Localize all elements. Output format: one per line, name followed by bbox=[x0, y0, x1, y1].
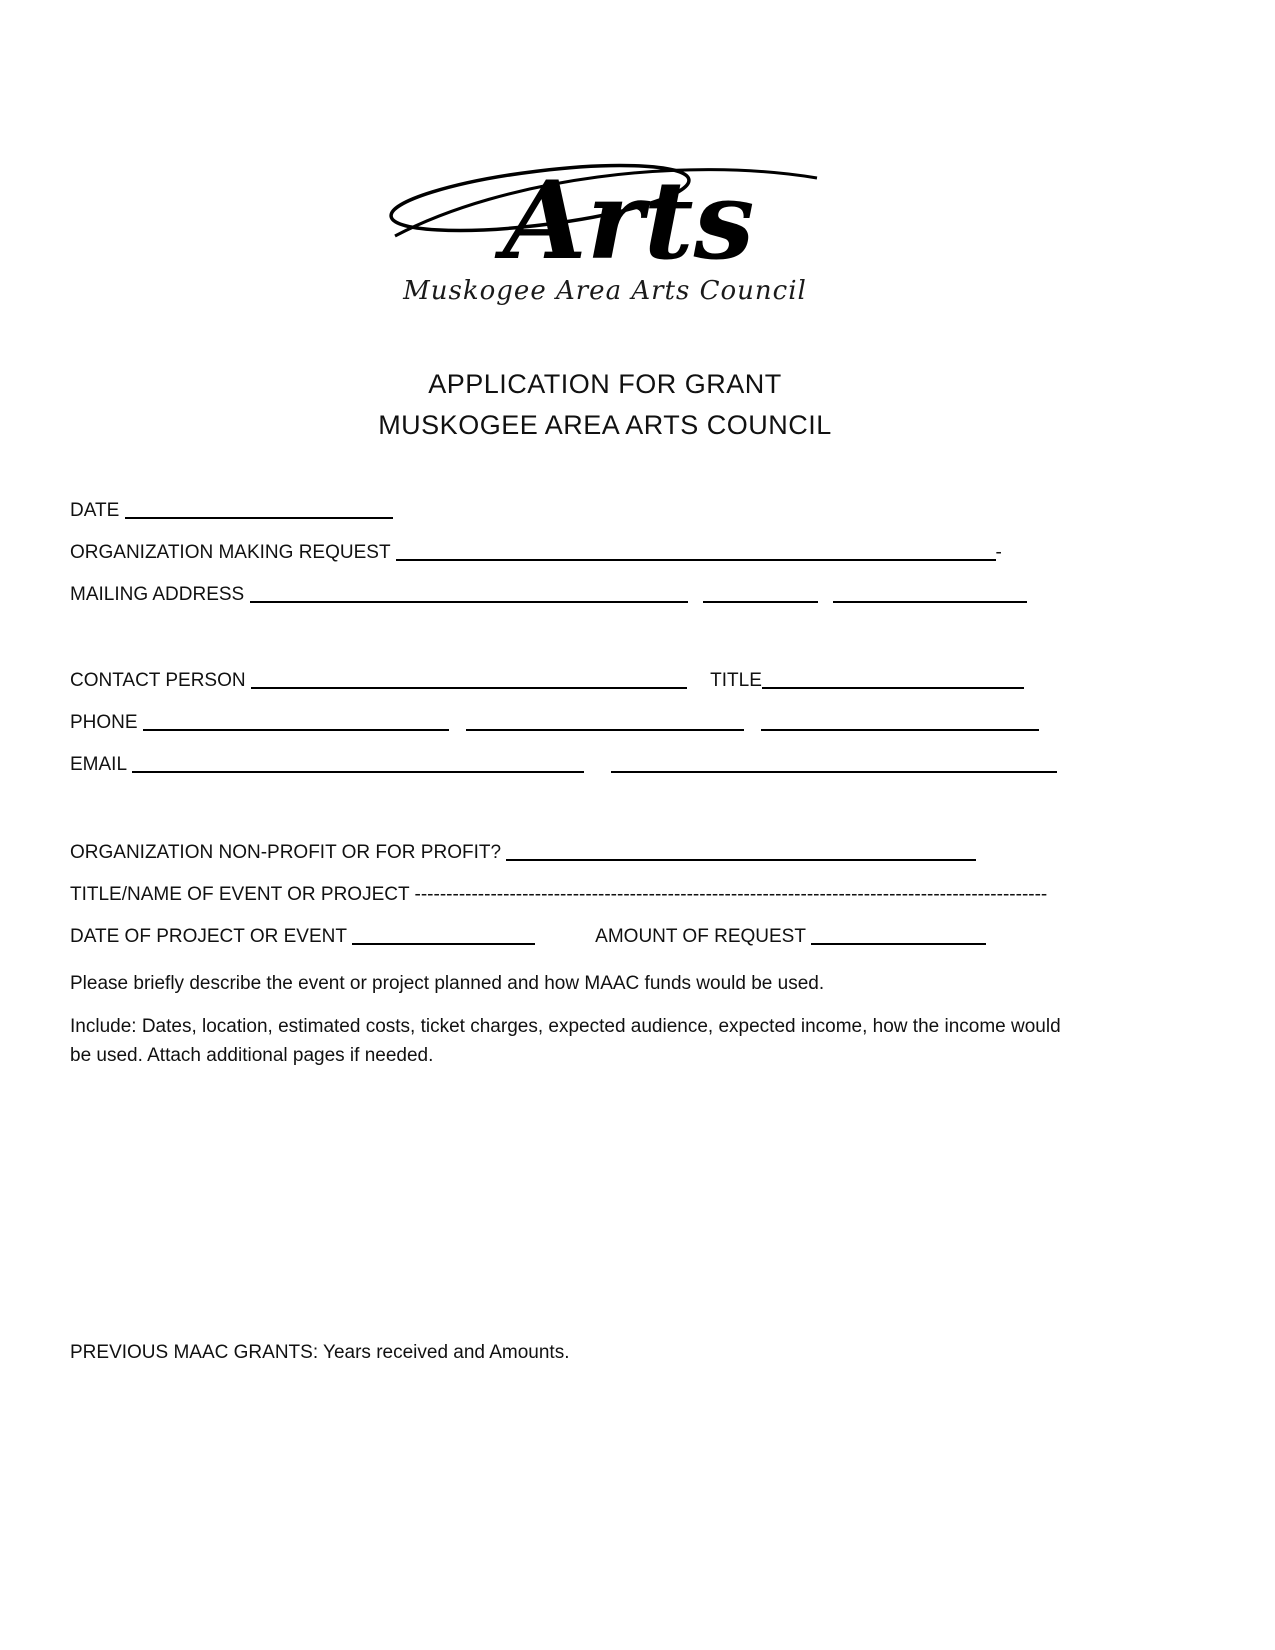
phone-label: PHONE bbox=[70, 712, 138, 733]
field-row-organization bbox=[70, 540, 1140, 565]
mailing-address-label: MAILING ADDRESS bbox=[70, 584, 245, 605]
field-row-event-title bbox=[70, 882, 1140, 907]
organization-input-line[interactable] bbox=[396, 547, 996, 561]
mailing-city-input-line[interactable] bbox=[703, 589, 818, 603]
email-label: EMAIL bbox=[70, 754, 127, 775]
previous-grants-label: PREVIOUS MAAC GRANTS: Years received and Amounts. bbox=[70, 1342, 570, 1363]
contact-person-input-line[interactable] bbox=[251, 675, 687, 689]
describe-instructions: Please briefly describe the event or project planned and how MAAC funds would be used. bbox=[70, 973, 825, 994]
field-row-phone bbox=[70, 710, 1140, 735]
organization-label: ORGANIZATION MAKING REQUEST bbox=[70, 542, 391, 563]
mailing-zip-input-line[interactable] bbox=[833, 589, 1027, 603]
grant-form bbox=[70, 498, 1140, 1367]
contact-title-input-line[interactable] bbox=[762, 675, 1024, 689]
field-row-contact-person bbox=[70, 668, 1140, 693]
description-write-in-area[interactable] bbox=[70, 1070, 1140, 1338]
spacer bbox=[70, 794, 1140, 840]
nonprofit-label: ORGANIZATION NON-PROFIT OR FOR PROFIT? bbox=[70, 842, 502, 863]
field-row-date bbox=[70, 498, 1140, 523]
logo bbox=[70, 0, 1140, 306]
spacer bbox=[70, 624, 1140, 668]
field-row-mailing-address bbox=[70, 582, 1140, 607]
date-input-line[interactable] bbox=[125, 505, 393, 519]
title-line-1: APPLICATION FOR GRANT bbox=[428, 369, 782, 399]
organization-line-suffix: - bbox=[995, 542, 1002, 563]
contact-person-label: CONTACT PERSON bbox=[70, 670, 246, 691]
amount-label: AMOUNT OF REQUEST bbox=[595, 926, 806, 947]
project-date-label: DATE OF PROJECT OR EVENT bbox=[70, 926, 347, 947]
date-label: DATE bbox=[70, 500, 120, 521]
project-date-input-line[interactable] bbox=[352, 931, 535, 945]
logo-word: Arts bbox=[503, 158, 755, 284]
phone-input-line-2[interactable] bbox=[466, 717, 744, 731]
amount-input-line[interactable] bbox=[811, 931, 986, 945]
page-title bbox=[70, 364, 1140, 446]
logo-subtitle: Muskogee Area Arts Council bbox=[403, 276, 807, 306]
event-title-label: TITLE/NAME OF EVENT OR PROJECT bbox=[70, 884, 410, 905]
field-row-project-date-amount bbox=[70, 924, 1140, 949]
nonprofit-input-line[interactable] bbox=[506, 847, 976, 861]
email-input-line-1[interactable] bbox=[132, 759, 584, 773]
field-row-email bbox=[70, 752, 1140, 777]
field-row-nonprofit bbox=[70, 840, 1140, 865]
email-input-line-2[interactable] bbox=[611, 759, 1057, 773]
event-title-dash-line[interactable]: ---------------------------------------------------------------------------------------------------- bbox=[414, 884, 1048, 905]
contact-title-label: TITLE bbox=[710, 670, 762, 691]
title-line-2: MUSKOGEE AREA ARTS COUNCIL bbox=[378, 410, 832, 440]
phone-input-line-1[interactable] bbox=[143, 717, 449, 731]
mailing-address-input-line[interactable] bbox=[250, 589, 688, 603]
arts-logo-icon bbox=[385, 138, 825, 290]
include-instructions: Include: Dates, location, estimated costs, ticket charges, expected audience, expected income, how the income would be used. Attach additional pages if needed. bbox=[70, 1016, 1061, 1066]
phone-input-line-3[interactable] bbox=[761, 717, 1039, 731]
